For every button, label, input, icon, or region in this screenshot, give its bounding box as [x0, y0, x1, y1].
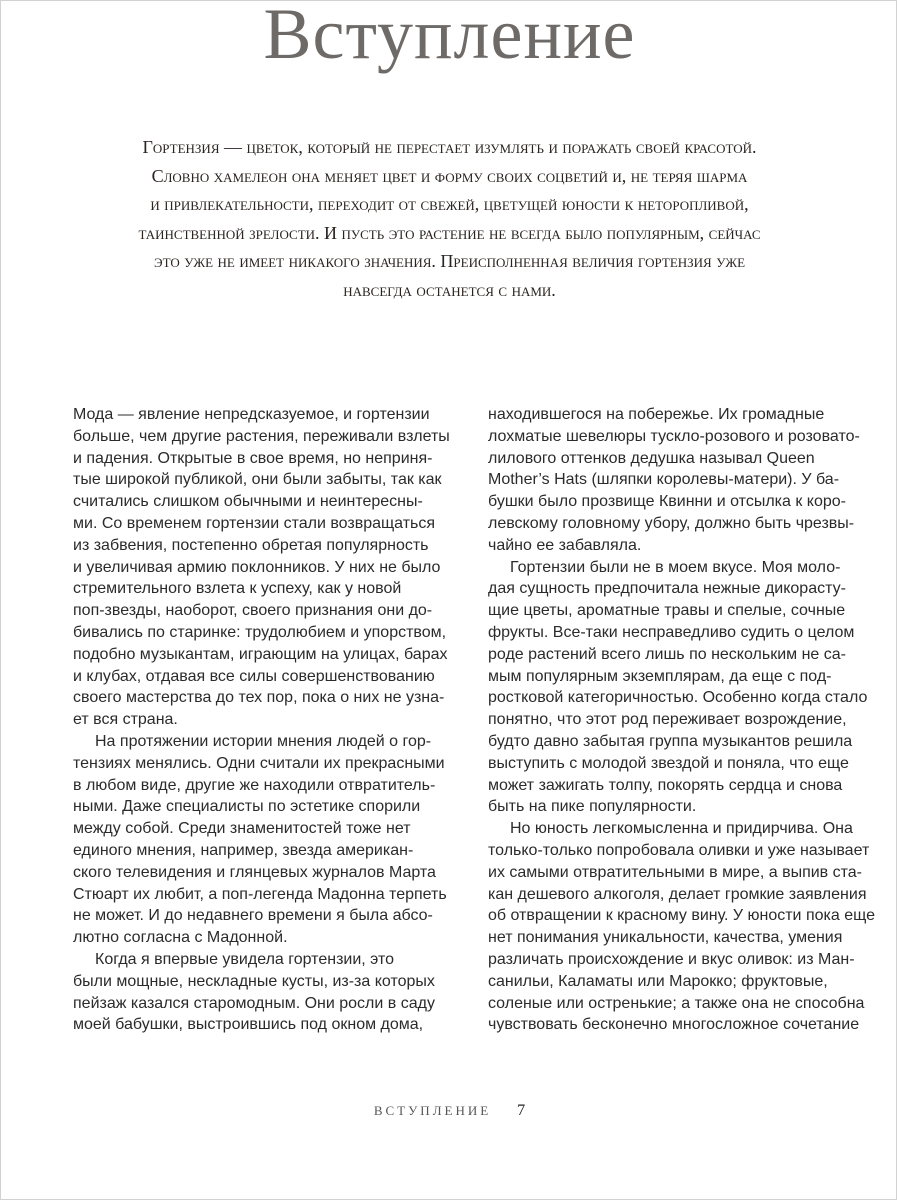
text-line: щие цветы, ароматные травы и спелые, сочные: [488, 602, 846, 620]
text-line: между собой. Среди знаменитостей тоже нет: [73, 820, 411, 838]
text-line: больше, чем другие растения, переживали взлеты: [73, 427, 450, 445]
text-line: и увеличивая армию поклонников. У них не было: [73, 558, 441, 576]
intro-epigraph: [111, 133, 788, 305]
text-line: находившегося на побережье. Их громадные: [488, 406, 825, 423]
text-line: фрукты. Все-таки несправедливо судить о целом: [488, 623, 855, 641]
text-line: Когда я впервые увидела гортензии, это: [95, 950, 395, 968]
text-line: кан дешевого алкоголя, делает громкие заявления: [488, 885, 867, 903]
intro-line: навсегда останется с нами.: [343, 279, 556, 300]
text-line: только-только попробовала оливки и уже называет: [488, 841, 870, 859]
text-line: и клубах, отдавая все силы совершенствованию: [73, 667, 435, 685]
text-line: быть на пике популярности.: [488, 798, 697, 816]
text-line: Mother’s Hats (шляпки королевы-матери). У ба-: [488, 471, 840, 489]
text-line: стремительного взлета к успеху, как у новой: [73, 580, 402, 598]
intro-line: Словно хамелеон она меняет цвет и форму своих соцветий и, не теряя шарма: [151, 165, 748, 186]
page-number: 7: [517, 1102, 526, 1119]
text-line: об отвращении к красному вину. У юности пока еще: [488, 907, 875, 925]
intro-line: это уже не имеет никакого значения. Преисполненная величия гортензия уже: [153, 251, 746, 272]
text-line: были мощные, нескладные кусты, из-за которых: [73, 972, 435, 990]
text-line: Но юность легкомысленна и придирчива. Она: [510, 820, 853, 838]
page-footer: [1, 1102, 897, 1120]
body-column-right: [488, 404, 888, 1036]
text-line: лилового оттенков дедушка называл Queen: [488, 449, 815, 467]
text-line: поп-звезды, наоборот, своего признания они до-: [73, 602, 433, 620]
text-line: подобно музыкантам, играющим на улицах, барах: [73, 645, 448, 663]
text-line: левскому головному убору, должно быть чрезвы-: [488, 514, 855, 532]
text-line: мым популярным экземплярам, да еще с под-: [488, 667, 832, 685]
text-line: На протяжении истории мнения людей о гор-: [95, 732, 432, 750]
text-line: Стюарт их любит, а поп-легенда Мадонна терпеть: [73, 885, 447, 903]
text-line: своего мастерства до тех пор, пока о них не узна-: [73, 689, 445, 707]
text-line: моей бабушки, выстроившись под окном дома,: [73, 1016, 424, 1034]
intro-line: и привлекательности, переходит от свежей, цветущей юности к неторопливой,: [150, 194, 749, 215]
text-line: лютно согласна с Мадонной.: [73, 929, 288, 947]
text-line: нет понимания уникальности, качества, умения: [488, 929, 843, 947]
text-line: Гортензии были не в моем вкусе. Моя моло-: [510, 558, 841, 576]
text-line: санильи, Каламаты или Марокко; фруктовые,: [488, 972, 828, 990]
body-column-left: [73, 404, 473, 1036]
text-line: лохматые шевелюры тускло-розового и розовато-: [488, 427, 860, 445]
text-line: соленые или остренькие; а также она не способна: [488, 994, 865, 1012]
running-head: ВСТУПЛЕНИЕ: [373, 1103, 492, 1118]
text-line: не может. И до недавнего времени я была абсо-: [73, 907, 433, 925]
text-line: чайно ее забавляла.: [488, 536, 642, 554]
text-line: Мода — явление непредсказуемое, и гортензии: [73, 406, 430, 423]
text-line: ет вся страна.: [73, 711, 178, 729]
text-line: бушки было прозвище Квинни и отсылка к коро-: [488, 493, 847, 511]
text-line: тые широкой публикой, они были забыты, так как: [73, 471, 442, 489]
text-line: дая сущность предпочитала нежные дикорасту-: [488, 580, 846, 598]
text-line: может зажигать толпу, покорять сердца и снова: [488, 776, 843, 794]
text-line: будто давно забытая группа музыкантов решила: [488, 732, 853, 750]
text-line: ными. Даже специалисты по эстетике спорили: [73, 798, 421, 816]
text-line: чувствовать бесконечно многосложное сочетание: [488, 1016, 860, 1034]
text-line: ростковой категоричностью. Особенно когда стало: [488, 689, 868, 707]
text-line: пейзаж казался старомодным. Они росли в саду: [73, 994, 435, 1012]
text-line: различать происхождение и вкус оливок: из Ман-: [488, 950, 855, 968]
text-line: единого мнения, например, звезда американ-: [73, 841, 414, 859]
text-line: тензиях менялись. Одни считали их прекрасными: [73, 754, 445, 772]
intro-line: Гортензия — цветок, который не перестает изумлять и поражать своей красотой.: [142, 137, 757, 157]
intro-line: таинственной зрелости. И пусть это растение не всегда было популярным, сейчас: [138, 222, 761, 243]
text-line: роде растений всего лишь по нескольким не са-: [488, 645, 846, 663]
text-line: выступить с молодой звездой и поняла, что еще: [488, 754, 849, 772]
text-line: их самыми отвратительными в мире, а выпив ста-: [488, 863, 862, 881]
text-line: считались слишком обычными и неинтересны-: [73, 493, 423, 511]
text-line: в любом виде, другие же находили отвратитель-: [73, 776, 436, 794]
chapter-title: Вступление: [263, 0, 636, 74]
text-line: бивались по старинке: трудолюбием и упорством,: [73, 623, 447, 641]
text-line: понятно, что этот род переживает возрождение,: [488, 711, 847, 729]
text-line: и падения. Открытые в свое время, но неприня-: [73, 449, 433, 467]
text-line: ского телевидения и глянцевых журналов Марта: [73, 863, 436, 881]
text-line: из забвения, постепенно обретая популярность: [73, 536, 429, 554]
text-line: ми. Со временем гортензии стали возвращаться: [73, 514, 436, 532]
